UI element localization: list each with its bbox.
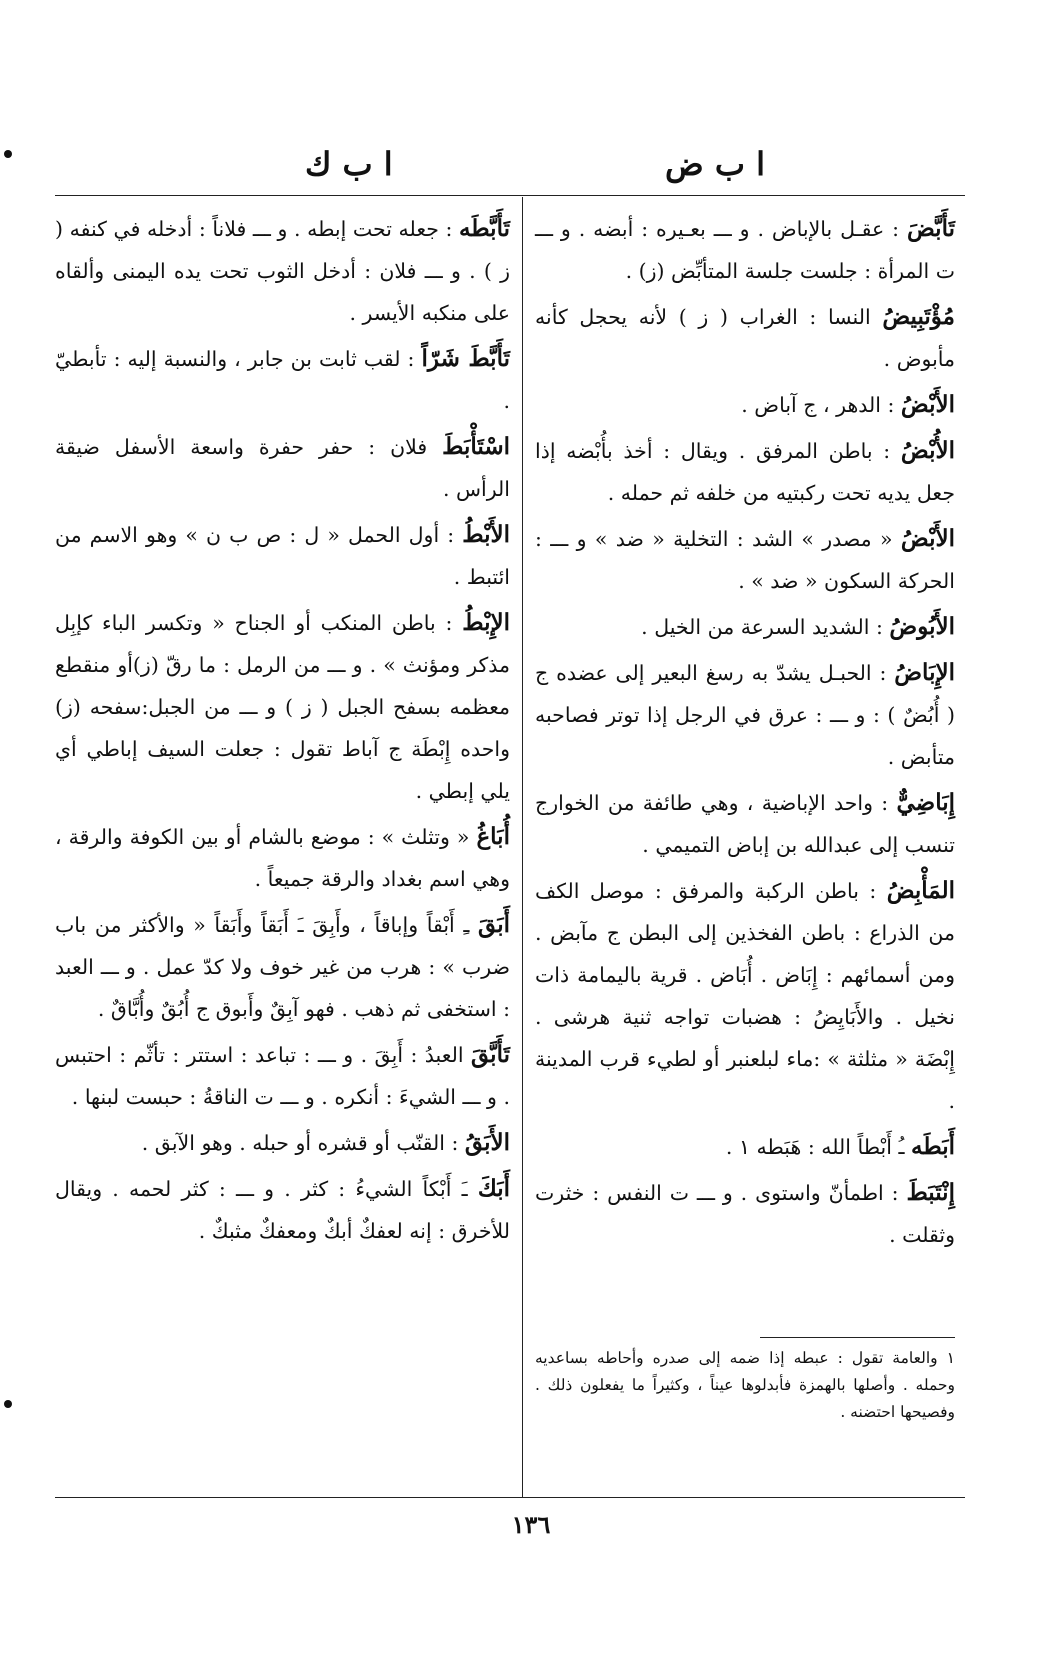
entry-headword: تَأَبَّقَ (470, 1041, 510, 1068)
entry-headword: مُؤْتَبِيضُ (882, 303, 955, 330)
dictionary-entry (55, 426, 510, 510)
entry-headword: الأَبْطُ (462, 521, 510, 548)
entry-definition: ـَ أَبْكاً الشيءُ : كثر . و ـــ : كثر لحمه . ويقال للأخرق : إنه لعفكٌ أبكٌ ومعفكٌ مثبكٌ . (55, 1177, 510, 1243)
entry-headword: الأُبْضُ (900, 437, 955, 464)
margin-mark (4, 150, 12, 158)
dictionary-entry (55, 1122, 510, 1164)
entry-headword: المَأْبِضُ (886, 877, 955, 904)
entry-definition: « وتثلث » : موضع بالشام أو بين الكوفة والرقة ، وهي اسم بغداد والرقة جميعاً . (55, 825, 510, 891)
dictionary-entry (55, 1034, 510, 1118)
entry-definition: : واحد الإباضية ، وهي طائفة من الخوارج تنسب إلى عبدالله بن إباض التميمي . (535, 791, 955, 857)
entry-headword: تَأَبَّطَه (458, 215, 510, 242)
dictionary-entry (535, 296, 955, 380)
dictionary-entry (535, 606, 955, 648)
entry-headword: أَبَكَ (477, 1175, 510, 1202)
header-root-right: ا ب ض (665, 145, 765, 183)
entry-definition: : باطن المنكب أو الجناح « وتكسر الباء كإبِل مذكر ومؤنث » . و ـــ من الرمل : ما رقّ (ز)أو منقطع معظمه بسفح الجبل ( ز ) و ـــ من الجبل:سفحه (ز) واحده إِبْطَة ج آباط تقول : جعلت السيف إباطي أي يلي إبطي . (55, 611, 510, 803)
entry-definition: : أول الحمل « ل : ص ب ن » وهو الاسم من ائتبط . (55, 523, 510, 589)
entry-headword: الإِبْطُ (462, 609, 510, 636)
header-root-left: ا ب ك (305, 145, 393, 183)
entry-definition: العبدُ : أَبِقَ . و ـــ : تباعد : استتر : تأثّم : احتبس . و ـــ الشيءَ : أنكره . و ـــ ت الناقةُ : حبست لبنها . (55, 1043, 510, 1109)
entry-definition: : لقب ثابت بن جابر ، والنسبة إليه : تأبطيّ . (55, 347, 510, 413)
entry-headword: تَأَبَّضَ (906, 215, 955, 242)
entry-definition: : الشديد السرعة من الخيل . (641, 615, 883, 639)
dictionary-entry (55, 1168, 510, 1252)
right-column (535, 208, 955, 1260)
dictionary-entry (55, 816, 510, 900)
dictionary-entry (55, 904, 510, 1030)
entry-definition: ـُ أَبْطاً الله : هَبَطه ١ . (725, 1135, 905, 1159)
entry-headword: الأَبْضُ (900, 525, 955, 552)
dictionary-entry (535, 430, 955, 514)
entry-definition: النسا : الغراب ( ز ) لأنه يحجل كأنه مأبوض . (535, 305, 955, 371)
entry-definition: : عقـل بالإباض . و ـــ بعـيره : أبضه . و ـــ ت المرأة : جلست جلسة المتأبِّض (ز) . (535, 217, 955, 283)
entry-definition: : باطن المرفق . ويقال : أخذ بأُبْضه إذا جعل يديه تحت ركبتيه من خلفه ثم حمله . (535, 439, 955, 505)
entry-headword: الأَبْضُ (900, 391, 955, 418)
entry-headword: أُبَاغُ (476, 823, 510, 850)
dictionary-entry (535, 870, 955, 1122)
dictionary-entry (535, 782, 955, 866)
dictionary-entry (535, 208, 955, 292)
dictionary-entry (55, 208, 510, 334)
entry-headword: الأَبَقُ (464, 1129, 510, 1156)
entry-headword: اسْتَأْبَطَ (442, 433, 510, 460)
bottom-rule (55, 1497, 965, 1498)
entry-headword: إِنْتَبَطَ (906, 1179, 955, 1206)
entry-definition: : القنّب أو قشره أو حبله . وهو الآبق . (141, 1131, 459, 1155)
dictionary-entry (55, 602, 510, 812)
entry-headword: الإِبَاضُ (894, 659, 955, 686)
entry-headword: تَأَبَّطَ شَرّاً (421, 345, 510, 372)
column-divider (522, 197, 523, 1497)
dictionary-entry (535, 384, 955, 426)
entry-headword: أَبَطَه (911, 1133, 955, 1160)
top-rule (55, 195, 965, 196)
entry-definition: : الدهر ، ج آباض . (741, 393, 895, 417)
margin-mark (4, 1400, 12, 1408)
footnote: ١ والعامة تقول : عبطه إذا ضمه إلى صدره وأحاطه بساعديه وحمله . وأصلها بالهمزة فأبدلوها عيناً ، وكثيراً ما يفعلون ذلك . وفصيحها احتضنه . (535, 1349, 955, 1421)
entry-headword: الأَبُوضُ (889, 613, 955, 640)
dictionary-entry (535, 652, 955, 778)
left-column (55, 208, 510, 1256)
entry-definition: : جعله تحت إبطه . و ـــ فلاناً : أدخله في كنفه ( ز ) . و ـــ فلان : أدخل الثوب تحت يده اليمنى وألقاه على منكبه الأيسر . (55, 217, 510, 325)
entry-definition: ـِ أَبْقاً وإباقاً ، وأَبِقَ ـَ أَبَقاً وأَبَقاً « والأكثر من باب ضرب » : هرب من غير خوف ولا كدّ عمل . و ـــ العبد : استخفى ثم ذهب . فهو آبِقٌ وأَبوق ج أُبُقٌ وأُبَّاقٌ . (55, 913, 510, 1021)
dictionary-entry (535, 1172, 955, 1256)
dictionary-entry (55, 514, 510, 598)
entry-definition: : اطمأنّ واستوى . و ـــ ت النفس : خثرت وثقلت . (535, 1181, 955, 1247)
dictionary-entry (55, 338, 510, 422)
entry-headword: إِبَاضِيٌّ (896, 789, 955, 816)
entry-headword: أَبَقَ (478, 911, 510, 938)
dictionary-entry (535, 1126, 955, 1168)
page-number: ١٣٦ (511, 1510, 551, 1539)
entry-definition: : الحبـل يشدّ به رسغ البعير إلى عضده ج ( أُبُضٌ ) : و ـــ : عرق في الرجل إذا توتر فصاحبه متأبض . (535, 661, 955, 769)
entry-definition: فلان : حفر حفرة واسعة الأسفل ضيقة الرأس . (55, 435, 510, 501)
footnote-rule (760, 1337, 955, 1338)
entry-definition: « مصدر » الشد : التخلية « ضد » و ـــ : الحركة السكون « ضد » . (535, 527, 955, 593)
dictionary-entry (535, 518, 955, 602)
entry-definition: : باطن الركبة والمرفق : موصل الكف من الذراع : باطن الفخذين إلى البطن ج مآبض . ومن أسمائهم : إِبَاض . أُبَاض . قرية باليمامة ذات نخيل . والأَبَايِضُ : هضبات تواجه ثنية هرشى . إِبْضَة « مثلثة » :ماء لبلعنبر أو لطيء قرب المدينة . (535, 879, 955, 1113)
page-header (55, 145, 955, 185)
